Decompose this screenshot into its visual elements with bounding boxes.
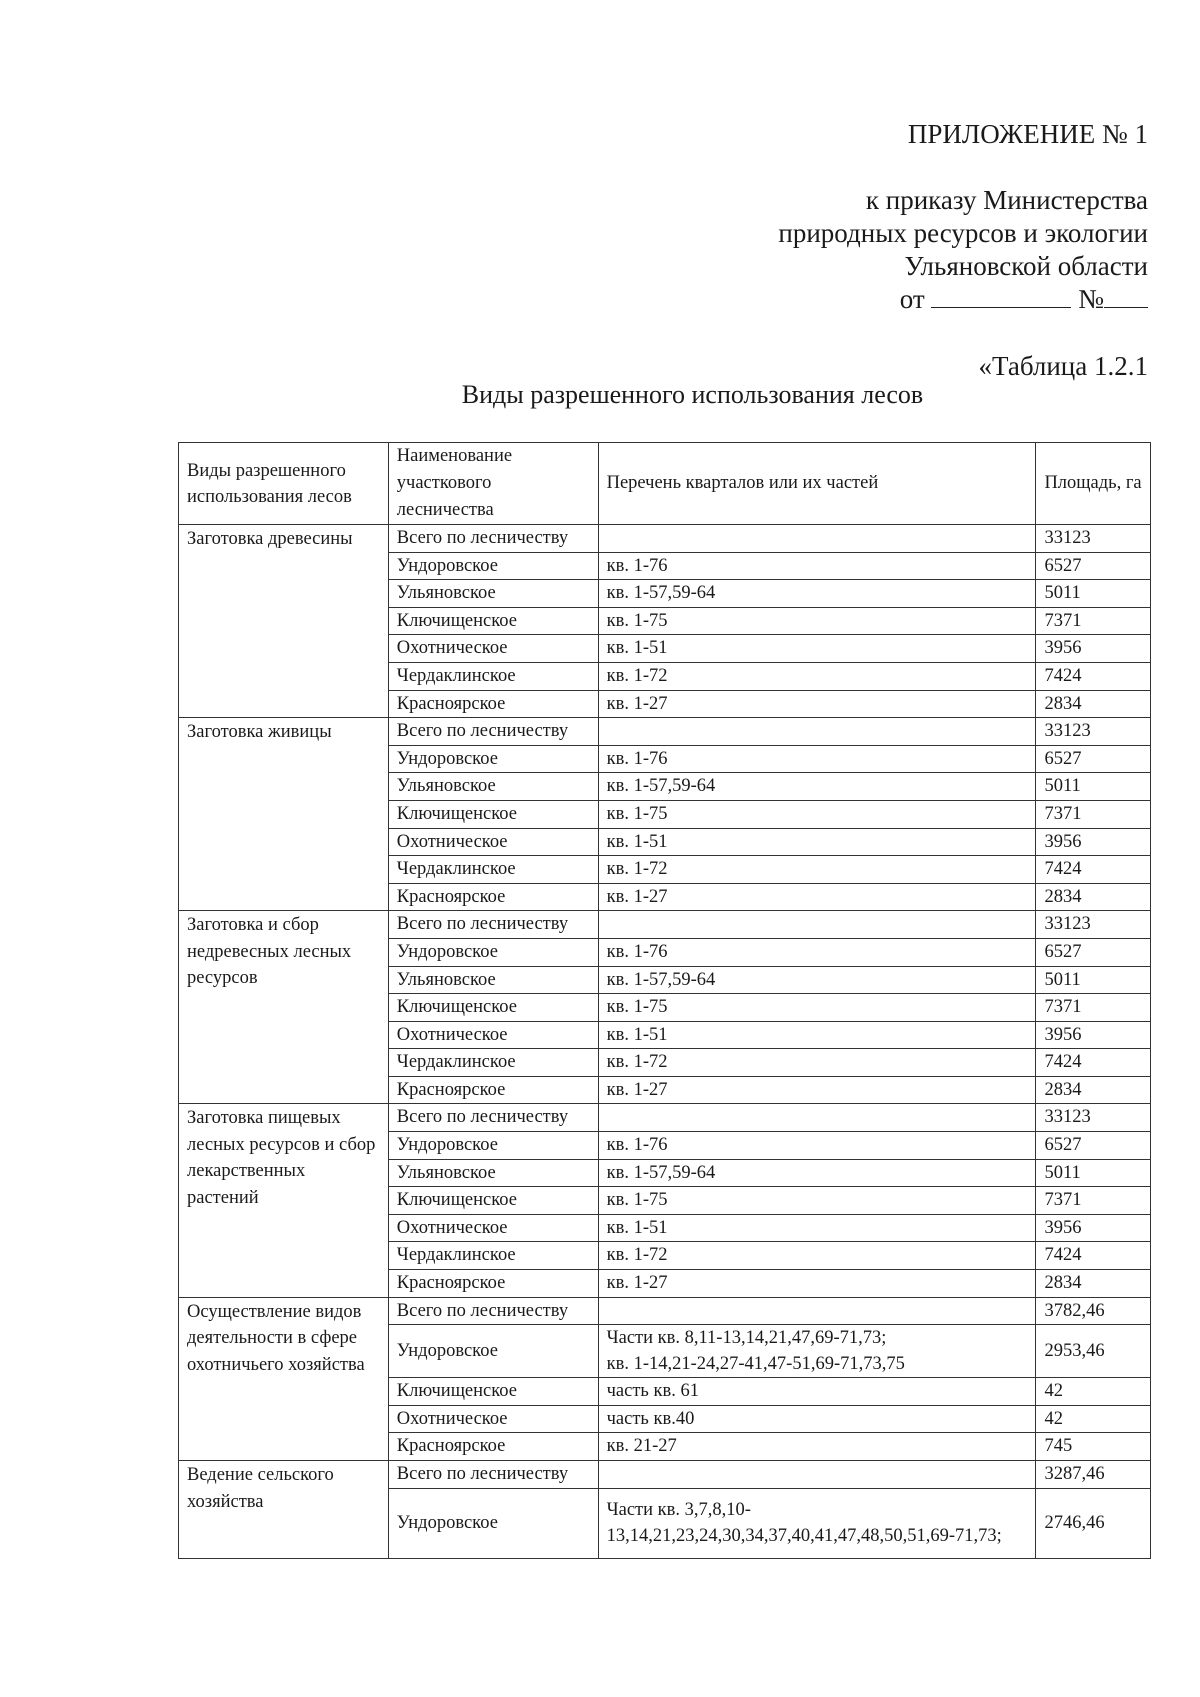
forestry-cell: Всего по лесничеству <box>388 1297 598 1325</box>
area-cell: 2746,46 <box>1036 1488 1151 1558</box>
table-row <box>179 1297 1151 1325</box>
forestry-cell: Ундоровское <box>388 1325 598 1378</box>
area-cell: 3287,46 <box>1036 1461 1151 1489</box>
area-cell: 745 <box>1036 1433 1151 1461</box>
forestry-cell: Ундоровское <box>388 1488 598 1558</box>
date-blank <box>931 285 1071 308</box>
area-cell: 7424 <box>1036 1242 1151 1270</box>
quarters-cell: кв. 1-27 <box>598 1076 1036 1104</box>
table-title: Виды разрешенного использования лесов <box>461 380 924 409</box>
area-cell: 6527 <box>1036 1132 1151 1160</box>
quarters-cell: часть кв. 61 <box>598 1378 1036 1406</box>
quarters-cell: кв. 1-51 <box>598 828 1036 856</box>
area-cell: 3956 <box>1036 1021 1151 1049</box>
area-cell: 7424 <box>1036 1049 1151 1077</box>
area-cell: 3956 <box>1036 828 1151 856</box>
use-type-cell: Заготовка пищевых лесных ресурсов и сбор лекарственных растений <box>179 1104 389 1297</box>
quarters-cell: кв. 1-75 <box>598 994 1036 1022</box>
forestry-cell: Охотническое <box>388 1021 598 1049</box>
order-reference <box>778 184 1148 316</box>
table-row <box>179 525 1151 553</box>
area-cell: 2834 <box>1036 883 1151 911</box>
forestry-cell: Ключищенское <box>388 994 598 1022</box>
header-cell: Перечень кварталов или их частей <box>598 443 1036 525</box>
order-line: Ульяновской области <box>904 251 1148 281</box>
use-type-cell: Заготовка и сбор недревесных лесных ресурсов <box>179 911 389 1104</box>
quarters-cell: кв. 1-27 <box>598 690 1036 718</box>
date-prefix: от <box>899 284 925 314</box>
quarters-cell <box>598 1104 1036 1132</box>
quarters-cell <box>598 718 1036 746</box>
use-type-cell: Заготовка древесины <box>179 525 389 718</box>
forestry-cell: Всего по лесничеству <box>388 525 598 553</box>
forestry-cell: Ундоровское <box>388 1132 598 1160</box>
area-cell: 2834 <box>1036 1076 1151 1104</box>
order-line: природных ресурсов и экологии <box>778 218 1148 248</box>
area-cell: 5011 <box>1036 966 1151 994</box>
table-reference: «Таблица 1.2.1 <box>978 351 1148 381</box>
forest-use-table <box>178 442 1151 1559</box>
forestry-cell: Ульяновское <box>388 966 598 994</box>
quarters-cell: кв. 1-51 <box>598 635 1036 663</box>
forestry-cell: Ключищенское <box>388 800 598 828</box>
area-cell: 7371 <box>1036 1187 1151 1215</box>
forestry-cell: Чердаклинское <box>388 856 598 884</box>
area-cell: 2834 <box>1036 1270 1151 1298</box>
number-blank <box>1104 285 1148 308</box>
number-sign: № <box>1078 284 1104 314</box>
forestry-cell: Чердаклинское <box>388 1242 598 1270</box>
table-row <box>179 1461 1151 1489</box>
appendix-heading: ПРИЛОЖЕНИЕ № 1 <box>907 119 1148 149</box>
table-row <box>179 1104 1151 1132</box>
area-cell: 7371 <box>1036 800 1151 828</box>
header-cell: Наименование участкового лесничества <box>388 443 598 525</box>
area-cell: 2834 <box>1036 690 1151 718</box>
forestry-cell: Ключищенское <box>388 1187 598 1215</box>
quarters-cell: кв. 1-57,59-64 <box>598 580 1036 608</box>
table-body <box>179 525 1151 1559</box>
area-cell: 42 <box>1036 1405 1151 1433</box>
quarters-cell <box>598 1461 1036 1489</box>
forestry-cell: Всего по лесничеству <box>388 718 598 746</box>
forestry-cell: Красноярское <box>388 690 598 718</box>
use-type-cell: Осуществление видов деятельности в сфере охотничьего хозяйства <box>179 1297 389 1460</box>
forestry-cell: Ундоровское <box>388 938 598 966</box>
area-cell: 5011 <box>1036 1159 1151 1187</box>
area-cell: 33123 <box>1036 1104 1151 1132</box>
quarters-cell: кв. 1-57,59-64 <box>598 773 1036 801</box>
quarters-cell: кв. 1-57,59-64 <box>598 966 1036 994</box>
quarters-cell <box>598 525 1036 553</box>
forestry-cell: Охотническое <box>388 635 598 663</box>
quarters-cell: кв. 1-51 <box>598 1021 1036 1049</box>
quarters-cell: кв. 1-75 <box>598 1187 1036 1215</box>
quarters-cell: кв. 1-27 <box>598 883 1036 911</box>
quarters-cell: кв. 1-76 <box>598 552 1036 580</box>
area-cell: 3782,46 <box>1036 1297 1151 1325</box>
quarters-cell: кв. 1-57,59-64 <box>598 1159 1036 1187</box>
forestry-cell: Ундоровское <box>388 552 598 580</box>
quarters-cell: кв. 1-75 <box>598 800 1036 828</box>
area-cell: 33123 <box>1036 911 1151 939</box>
quarters-cell: кв. 1-72 <box>598 1049 1036 1077</box>
quarters-cell: кв. 1-76 <box>598 938 1036 966</box>
area-cell: 33123 <box>1036 718 1151 746</box>
quarters-cell <box>598 911 1036 939</box>
quarters-cell: кв. 1-75 <box>598 607 1036 635</box>
area-cell: 7371 <box>1036 607 1151 635</box>
area-cell: 3956 <box>1036 1214 1151 1242</box>
forestry-cell: Красноярское <box>388 1076 598 1104</box>
table-header-row <box>179 443 1151 525</box>
quarters-cell: часть кв.40 <box>598 1405 1036 1433</box>
use-type-cell: Ведение сельского хозяйства <box>179 1461 389 1559</box>
quarters-cell: кв. 1-27 <box>598 1270 1036 1298</box>
quarters-cell: кв. 1-72 <box>598 662 1036 690</box>
forestry-cell: Красноярское <box>388 1270 598 1298</box>
order-date-line <box>778 283 1148 316</box>
header-cell: Виды разрешенного использования лесов <box>179 443 389 525</box>
area-cell: 3956 <box>1036 635 1151 663</box>
quarters-cell: кв. 1-72 <box>598 1242 1036 1270</box>
area-cell: 7424 <box>1036 856 1151 884</box>
quarters-cell: кв. 1-76 <box>598 745 1036 773</box>
area-cell: 33123 <box>1036 525 1151 553</box>
table-row <box>179 911 1151 939</box>
area-cell: 5011 <box>1036 580 1151 608</box>
forestry-cell: Красноярское <box>388 1433 598 1461</box>
quarters-cell: Части кв. 3,7,8,10-13,14,21,23,24,30,34,37,40,41,47,48,50,51,69-71,73; <box>598 1488 1036 1558</box>
forestry-cell: Охотническое <box>388 828 598 856</box>
quarters-cell: Части кв. 8,11-13,14,21,47,69-71,73; кв. 1-14,21-24,27-41,47-51,69-71,73,75 <box>598 1325 1036 1378</box>
forestry-cell: Ульяновское <box>388 1159 598 1187</box>
forestry-cell: Чердаклинское <box>388 662 598 690</box>
quarters-cell: кв. 1-76 <box>598 1132 1036 1160</box>
forestry-cell: Ключищенское <box>388 607 598 635</box>
area-cell: 6527 <box>1036 745 1151 773</box>
area-cell: 6527 <box>1036 552 1151 580</box>
area-cell: 42 <box>1036 1378 1151 1406</box>
forestry-cell: Ключищенское <box>388 1378 598 1406</box>
use-type-cell: Заготовка живицы <box>179 718 389 911</box>
forestry-cell: Всего по лесничеству <box>388 1104 598 1132</box>
forestry-cell: Охотническое <box>388 1405 598 1433</box>
forestry-cell: Чердаклинское <box>388 1049 598 1077</box>
area-cell: 7371 <box>1036 994 1151 1022</box>
forestry-cell: Ульяновское <box>388 773 598 801</box>
forestry-cell: Ундоровское <box>388 745 598 773</box>
area-cell: 6527 <box>1036 938 1151 966</box>
quarters-cell: кв. 1-51 <box>598 1214 1036 1242</box>
table-row <box>179 718 1151 746</box>
area-cell: 7424 <box>1036 662 1151 690</box>
forestry-cell: Всего по лесничеству <box>388 911 598 939</box>
header-cell: Площадь, га <box>1036 443 1151 525</box>
forestry-cell: Всего по лесничеству <box>388 1461 598 1489</box>
quarters-cell: кв. 21-27 <box>598 1433 1036 1461</box>
area-cell: 5011 <box>1036 773 1151 801</box>
forestry-cell: Охотническое <box>388 1214 598 1242</box>
quarters-cell: кв. 1-72 <box>598 856 1036 884</box>
order-line: к приказу Министерства <box>865 185 1148 215</box>
forestry-cell: Ульяновское <box>388 580 598 608</box>
quarters-cell <box>598 1297 1036 1325</box>
area-cell: 2953,46 <box>1036 1325 1151 1378</box>
forestry-cell: Красноярское <box>388 883 598 911</box>
